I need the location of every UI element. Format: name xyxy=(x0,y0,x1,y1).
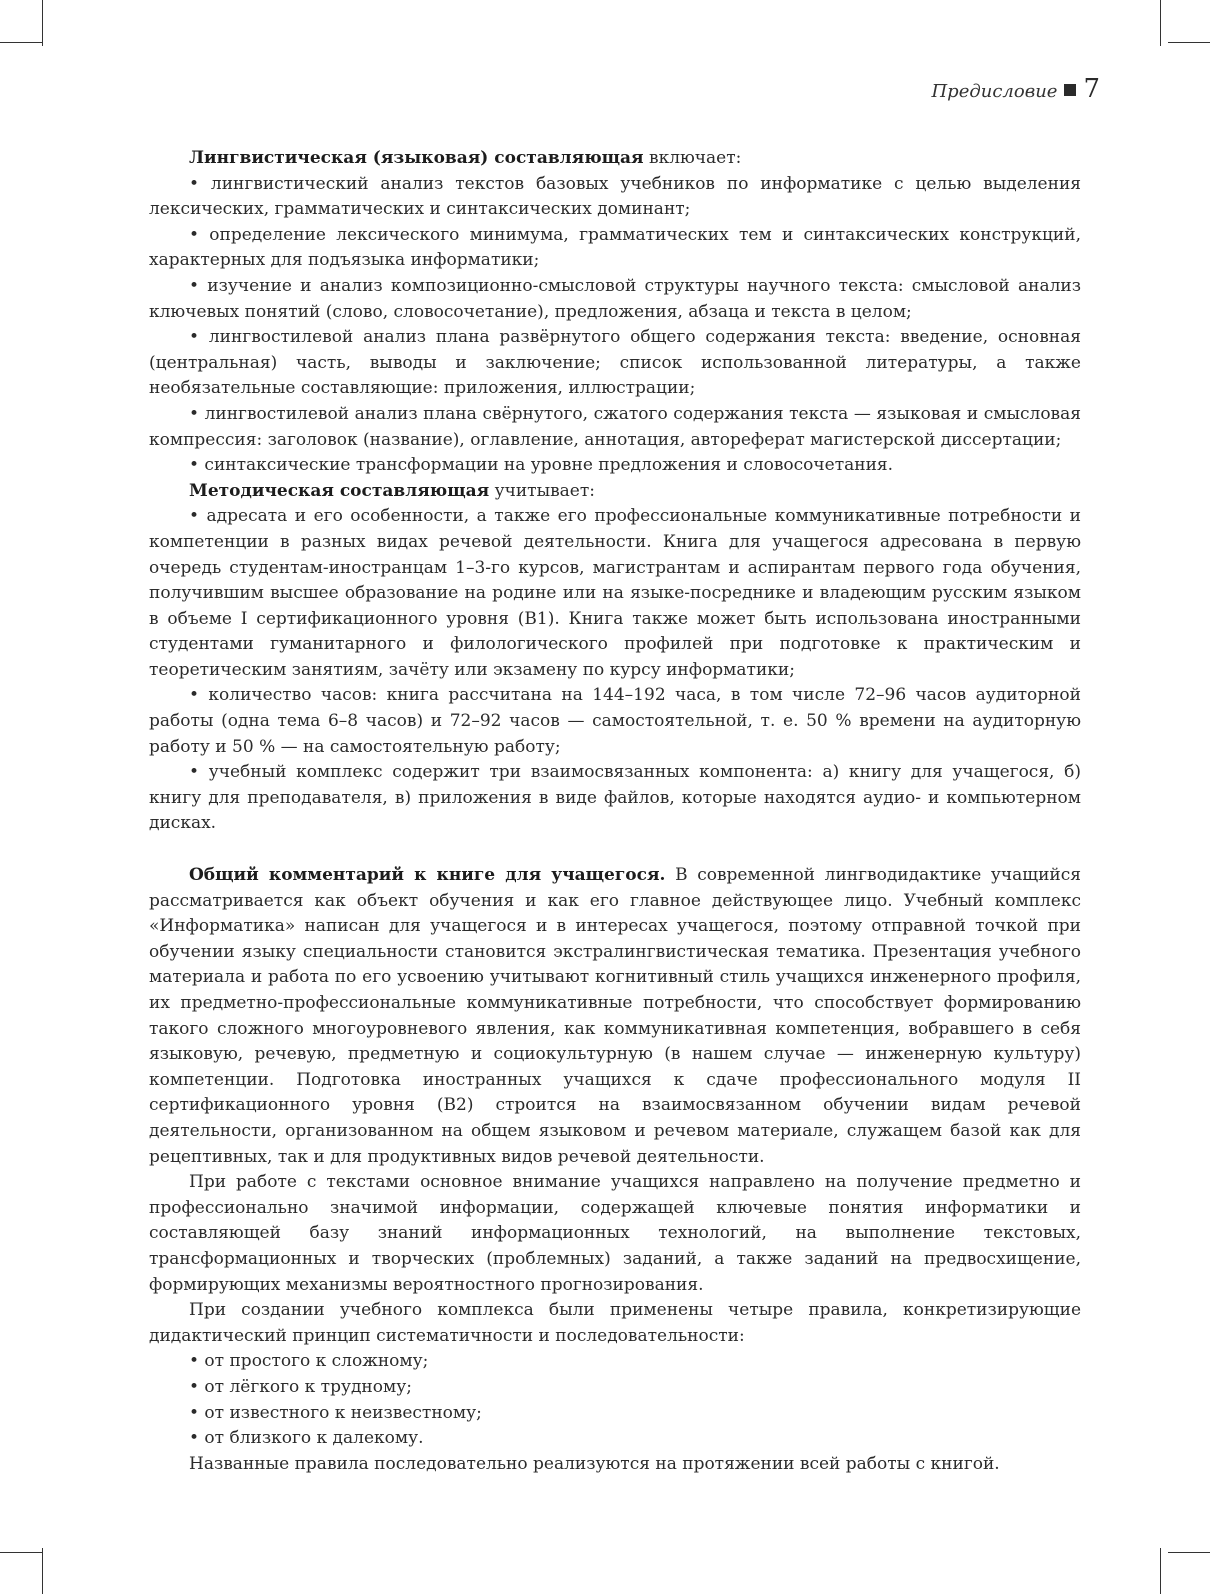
list-item: • синтаксические трансформации на уровне предложения и словосочетания. xyxy=(189,455,894,476)
paragraph: При создании учебного комплекса были применены четыре правила, конкретизирующие дидактический принцип систематичности и последовательности: xyxy=(149,1300,1081,1346)
methodical-heading-rest: учитывает: xyxy=(489,480,595,501)
paragraph: Названные правила последовательно реализуются на протяжении всей работы с книгой. xyxy=(189,1453,1000,1474)
list-item: • количество часов: книга рассчитана на 144–192 часа, в том числе 72–96 часов аудиторной работы (одна тема 6–8 часов) и 72–92 часов — самостоятельной, т. е. 50 % времени на аудиторную работу и 50 % — на самостоятельную работу; xyxy=(149,685,1081,757)
list-item: • адресата и его особенности, а также его профессиональные коммуникативные потребности и компетенции в разных видах речевой деятельности. Книга для учащегося адресована в первую очередь студентам-иностранцам 1–3-го курсов, магистрантам и аспирантам первого года обучения, получившим высшее образование на родине или на языке-посреднике и владеющим русским языком в объеме I сертификационного уровня (В1). Книга также может быть использована иностранными студентами гуманитарного и филологического профилей при подготовке к практическим и теоретическим занятиям, зачёту или экзамену по курсу информатики; xyxy=(149,506,1081,680)
page-number: 7 xyxy=(1083,74,1100,104)
paragraph: При работе с текстами основное внимание учащихся направлено на получение предметно и профессионально значимой информации, содержащей ключевые понятия информатики и составляющей базу знаний информационных технологий, на выполнение текстовых, трансформационных и творческих (проблемных) заданий, а также заданий на предвосхищение, формирующих механизмы вероятностного прогнозирования. xyxy=(149,1172,1081,1295)
list-item: • лингвостилевой анализ плана развёрнутого общего содержания текста: введение, основная (центральная) часть, выводы и заключение; список использованной литературы, а также необязательные составляющие: приложения, иллюстрации; xyxy=(149,327,1081,399)
list-item: • изучение и анализ композиционно-смысловой структуры научного текста: смысловой анализ ключевых понятий (слово, словосочетание), предложения, абзаца и текста в целом; xyxy=(149,275,1081,322)
list-item: • от лёгкого к трудному; xyxy=(189,1376,412,1397)
crop-mark xyxy=(0,1552,42,1553)
square-icon xyxy=(1064,84,1076,96)
crop-mark xyxy=(1160,1548,1161,1594)
linguistic-heading-rest: включает: xyxy=(643,148,742,168)
crop-mark xyxy=(1168,1552,1210,1553)
crop-mark xyxy=(1160,0,1161,46)
crop-mark xyxy=(1168,42,1210,43)
crop-mark xyxy=(0,42,42,43)
page-body xyxy=(149,146,1081,1477)
running-head xyxy=(931,74,1100,104)
crop-mark xyxy=(42,1548,43,1594)
list-item: • от простого к сложному; xyxy=(189,1351,429,1372)
commentary-text: В современной лингводидактике учащийся рассматривается как объект обучения и как его главное действующее лицо. Учебный комплекс «Информатика» написан для учащегося и в интересах учащегося, поэтому отправной точкой при обучении языку специальности становится экстралингвистическая тематика. Презентация учебного материала и работа по его усвоению учитывают когнитивный стиль учащихся инженерного профиля, их предметно-профессиональные коммуникативные потребности, что способствует формированию такого сложного многоуровневого явления, как коммуникативная компетенция, вобравшего в себя языковую, речевую, предметную и социокультурную (в нашем случае — инженерную культуру) компетенции. Подготовка иностранных учащихся к сдаче профессионального модуля II сертификационного уровня (В2) строится на взаимосвязанном обучении видам речевой деятельности, организованном на общем языковом и речевом материале, служащем базой как для рецептивных, так и для продуктивных видов речевой деятельности. xyxy=(149,865,1081,1167)
list-item: • определение лексического минимума, грамматических тем и синтаксических конструкций, характерных для подъязыка информатики; xyxy=(149,224,1081,271)
methodical-heading xyxy=(149,479,1081,505)
list-item: • учебный комплекс содержит три взаимосвязанных компонента: а) книгу для учащегося, б) книгу для преподавателя, в) приложения в виде файлов, которые находятся аудио- и компьютерном дисках. xyxy=(149,762,1081,834)
methodical-heading-bold: Методическая составляющая xyxy=(189,480,490,501)
list-item: • лингвистический анализ текстов базовых учебников по информатике с целью выделения лексических, грамматических и синтаксических доминант; xyxy=(149,173,1081,220)
list-item: • от известного к неизвестному; xyxy=(189,1402,482,1423)
commentary-heading-bold: Общий комментарий к книге для учащегося. xyxy=(189,865,666,886)
crop-mark xyxy=(42,0,43,46)
linguistic-heading xyxy=(149,146,1081,172)
commentary-paragraph xyxy=(149,863,1081,1170)
linguistic-heading-bold: Лингвистическая (языковая) составляющая xyxy=(189,148,644,168)
running-title: Предисловие xyxy=(931,81,1058,102)
list-item: • от близкого к далекому. xyxy=(189,1428,424,1449)
list-item: • лингвостилевой анализ плана свёрнутого, сжатого содержания текста — языковая и смысловая компрессия: заголовок (название), оглавление, аннотация, автореферат магистерской диссертации; xyxy=(149,403,1081,450)
